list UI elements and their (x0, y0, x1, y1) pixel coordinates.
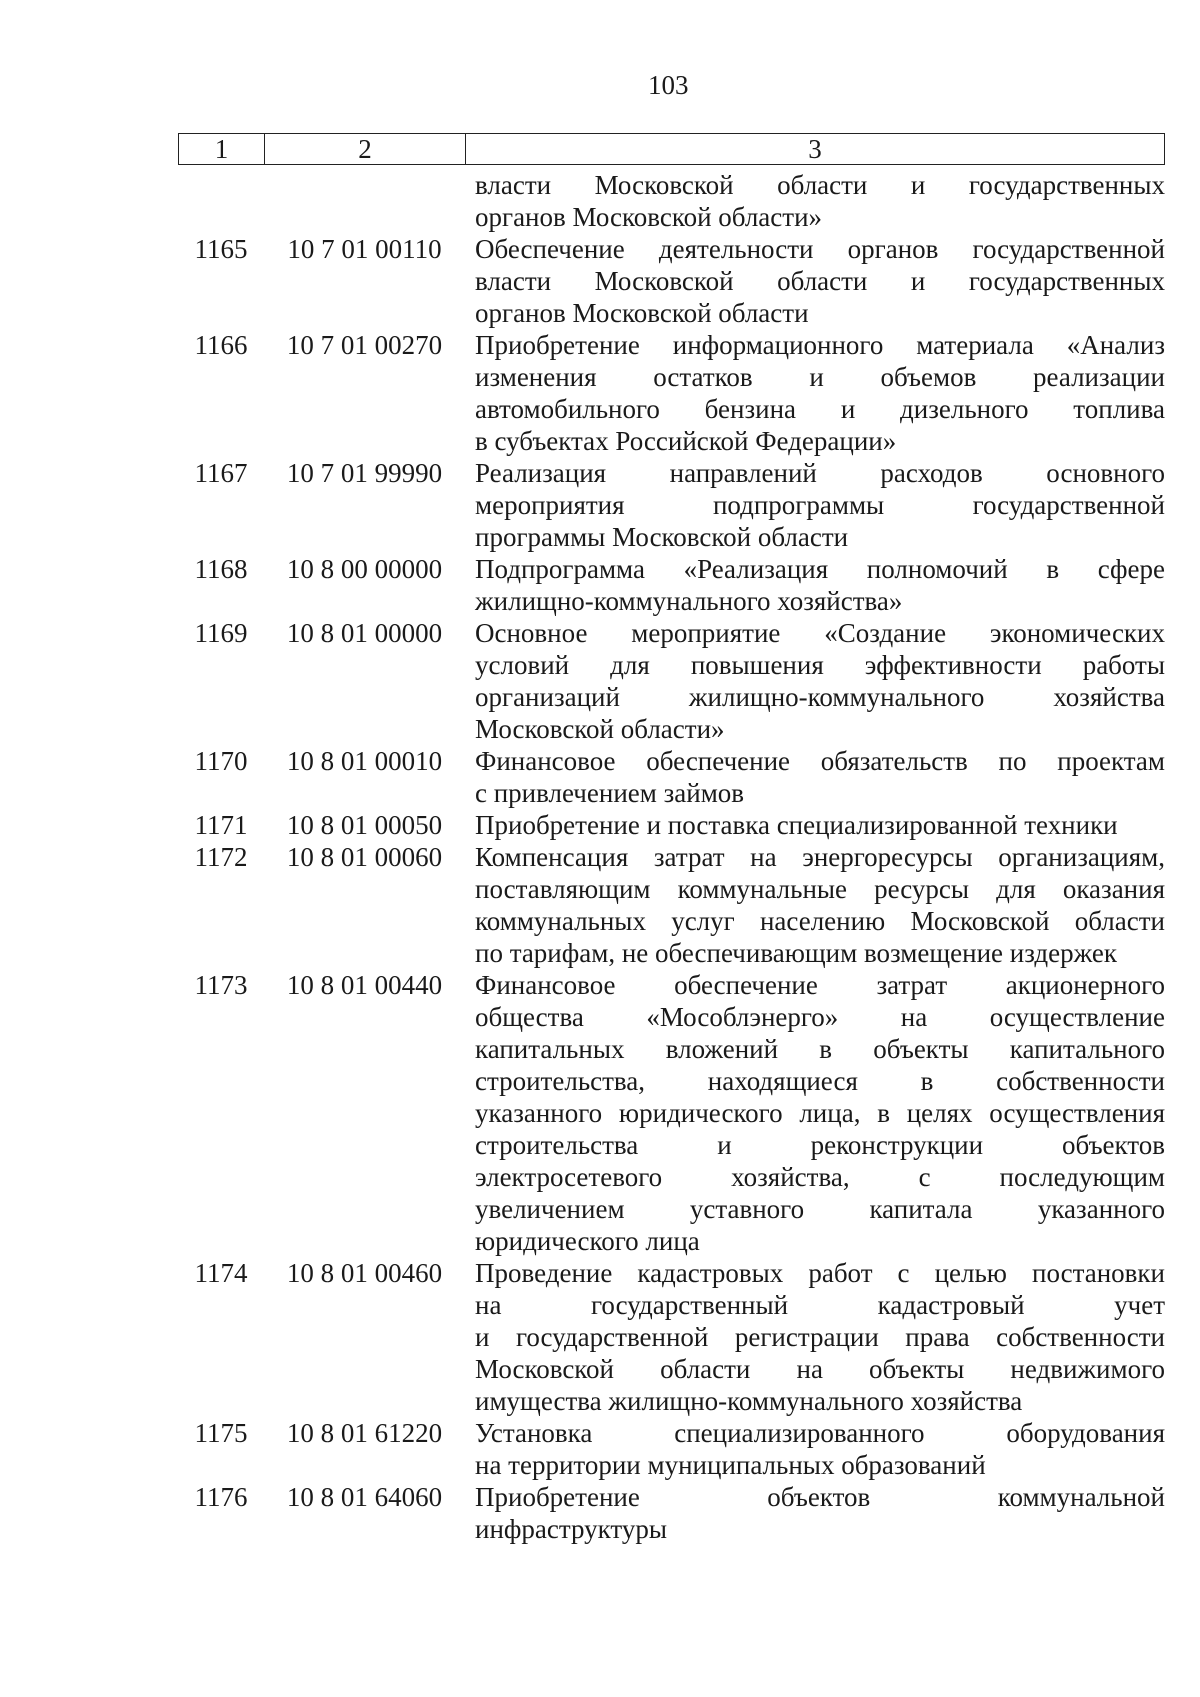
description-line: и государственной регистрации права собственности (475, 1322, 1165, 1352)
description-line: Реализация направлений расходов основного (475, 458, 1165, 488)
description-line: общества «Мособлэнерго» на осуществление (475, 1002, 1165, 1032)
budget-code: 10 7 01 00110 (287, 234, 442, 264)
budget-code: 10 7 01 99990 (286, 458, 443, 488)
description-line: инфраструктуры (475, 1514, 667, 1544)
description-line: юридического лица (475, 1226, 700, 1256)
description-line: на государственный кадастровый учет (475, 1290, 1165, 1320)
header-col-3: 3 (808, 134, 822, 164)
table-row (178, 329, 1165, 457)
page-number-text: 103 (648, 70, 689, 100)
row-number (178, 169, 264, 233)
row-number: 1172 (194, 842, 248, 872)
description-line: Приобретение и поставка специализированной техники (475, 810, 1118, 840)
expense-description (465, 329, 1165, 457)
table-row (178, 1481, 1165, 1545)
description-line: автомобильного бензина и дизельного топлива (475, 394, 1165, 424)
description-line: строительства, находящиеся в собственности (475, 1066, 1165, 1096)
description-line: условий для повышения эффективности работы (475, 650, 1165, 680)
table-row (178, 553, 1165, 617)
table-row (178, 969, 1165, 1257)
expense-description (465, 1481, 1165, 1545)
row-number: 1168 (194, 554, 248, 584)
description-line: на территории муниципальных образований (475, 1450, 986, 1480)
description-line: электросетевого хозяйства, с последующим (475, 1162, 1165, 1192)
description-line: органов Московской области» (475, 202, 823, 232)
budget-code (264, 169, 465, 233)
budget-code: 10 8 01 64060 (286, 1482, 443, 1512)
expense-description (465, 233, 1165, 329)
description-line: поставляющим коммунальные ресурсы для оказания (475, 874, 1165, 904)
table-row (178, 1257, 1165, 1417)
expense-description (465, 809, 1165, 841)
row-number: 1174 (194, 1258, 248, 1288)
description-line: Приобретение объектов коммунальной (475, 1482, 1165, 1512)
description-line: в субъектах Российской Федерации» (475, 426, 897, 456)
description-line: Подпрограмма «Реализация полномочий в сфере (475, 554, 1165, 584)
table-row (178, 617, 1165, 745)
description-line: Проведение кадастровых работ с целью постановки (475, 1258, 1165, 1288)
description-line: Установка специализированного оборудования (475, 1418, 1165, 1448)
budget-code: 10 8 01 00460 (286, 1258, 443, 1288)
expense-description (465, 553, 1165, 617)
description-line: органов Московской области (475, 298, 809, 328)
description-line: программы Московской области (475, 522, 849, 552)
table-header (178, 133, 1165, 165)
table-row (178, 745, 1165, 809)
description-line: жилищно-коммунального хозяйства» (475, 586, 903, 616)
description-line: увеличением уставного капитала указанного (475, 1194, 1165, 1224)
description-line: изменения остатков и объемов реализации (475, 362, 1165, 392)
description-line: Финансовое обеспечение обязательств по проектам (475, 746, 1165, 776)
expense-description (465, 1257, 1165, 1417)
budget-code: 10 8 01 00010 (286, 746, 443, 776)
row-number: 1166 (194, 330, 248, 360)
description-line: имущества жилищно-коммунального хозяйства (475, 1386, 1023, 1416)
budget-code: 10 7 01 00270 (286, 330, 443, 360)
description-line: организаций жилищно-коммунального хозяйства (475, 682, 1165, 712)
header-col-1: 1 (179, 134, 265, 164)
table-body (178, 169, 1165, 1545)
description-line: власти Московской области и государственных (475, 170, 1165, 200)
expense-description (465, 457, 1165, 553)
description-line: с привлечением займов (475, 778, 745, 808)
budget-code: 10 8 01 00440 (286, 970, 443, 1000)
row-number: 1170 (194, 746, 248, 776)
description-line: Приобретение информационного материала «Анализ (475, 330, 1165, 360)
description-line: по тарифам, не обеспечивающим возмещение издержек (475, 938, 1118, 968)
budget-code: 10 8 01 61220 (286, 1418, 443, 1448)
budget-code: 10 8 00 00000 (286, 554, 443, 584)
description-line: Московской области» (475, 714, 725, 744)
table-row (178, 1417, 1165, 1481)
description-line: Основное мероприятие «Создание экономических (475, 618, 1165, 648)
expense-description (465, 841, 1165, 969)
expense-description (465, 617, 1165, 745)
row-number: 1171 (194, 810, 248, 840)
table-row (178, 809, 1165, 841)
header-col-2: 2 (265, 134, 466, 164)
expense-description (465, 169, 1165, 233)
description-line: Московской области на объекты недвижимого (475, 1354, 1165, 1384)
row-number: 1175 (194, 1418, 248, 1448)
description-line: власти Московской области и государственных (475, 266, 1165, 296)
row-number: 1165 (194, 234, 248, 264)
row-number: 1169 (194, 618, 248, 648)
description-line: мероприятия подпрограммы государственной (475, 490, 1165, 520)
budget-code: 10 8 01 00060 (286, 842, 443, 872)
description-line: капитальных вложений в объекты капитального (475, 1034, 1165, 1064)
table-row (178, 841, 1165, 969)
row-number: 1173 (194, 970, 248, 1000)
row-number: 1176 (194, 1482, 248, 1512)
table-row (178, 233, 1165, 329)
description-line: Компенсация затрат на энергоресурсы организациям, (475, 842, 1165, 872)
description-line: строительства и реконструкции объектов (475, 1130, 1165, 1160)
budget-code: 10 8 01 00000 (286, 618, 443, 648)
description-line: указанного юридического лица, в целях осуществления (475, 1098, 1165, 1128)
description-line: Обеспечение деятельности органов государственной (475, 234, 1165, 264)
description-line: Финансовое обеспечение затрат акционерного (475, 970, 1165, 1000)
description-line: коммунальных услуг населению Московской области (475, 906, 1165, 936)
table-row (178, 457, 1165, 553)
expense-description (465, 745, 1165, 809)
table-row (178, 169, 1165, 233)
row-number: 1167 (194, 458, 248, 488)
expense-description (465, 1417, 1165, 1481)
budget-code: 10 8 01 00050 (286, 810, 443, 840)
expense-description (465, 969, 1165, 1257)
